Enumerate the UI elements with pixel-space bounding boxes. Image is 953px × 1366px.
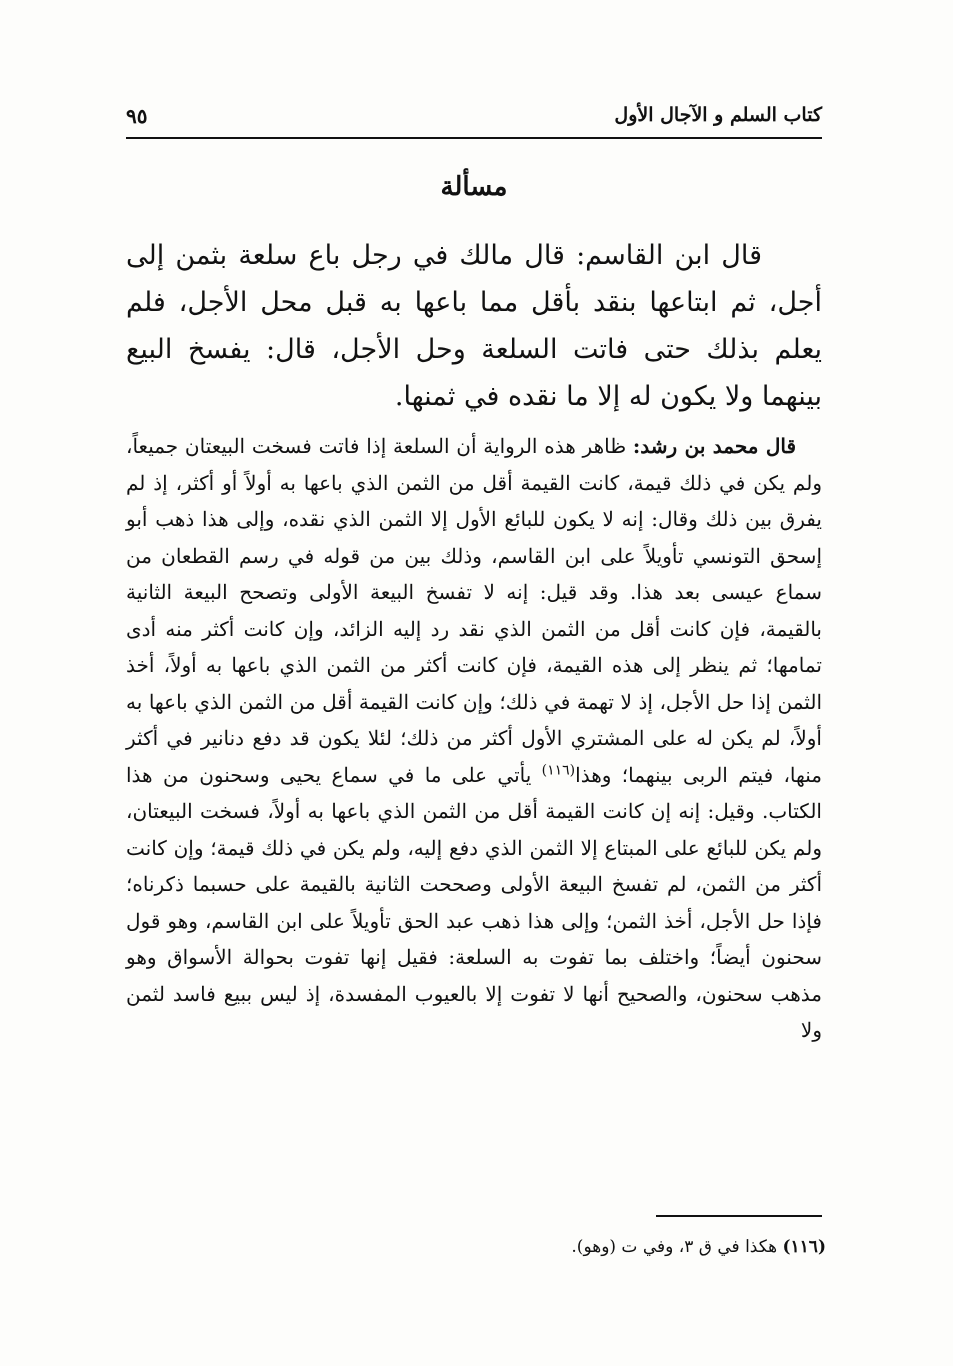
commentary-body-part2: يأتي على ما في سماع يحيى وسحنون من هذا الكتاب. وقيل: إنه إن كانت القيمة أقل من الثمن الذي باعها به أولاً، فسخت البيعتان، ولم يكن للبائع على المبتاع إلا الثمن الذي دفع إليه، ولم يكن في ذلك قيمة؛ وإن كانت أكثر من الثمن، لم تفسخ البيعة الأولى وصححت الثانية بالقيمة على حسبما ذكرناه؛ فإذا حل الأجل، أخذ الثمن؛ وإلى هذا ذهب عبد الحق تأويلاً على ابن القاسم، وهو قول سحنون أيضاً؛ واختلف بما تفوت به السلعة: فقيل إنها تفوت بحوالة الأسواق وهو مذهب سحنون، والصحيح أنها لا تفوت إلا بالعيوب المفسدة، إذ ليس ببيع فاسد لثمن ولا xyxy=(126,762,822,1042)
header-rule xyxy=(126,137,822,139)
section-title: مسألة xyxy=(440,172,508,202)
commentary-body-part1: ظاهر هذه الرواية أن السلعة إذا فاتت فسخت البيعتان جميعاً، ولم يكن في ذلك قيمة، كانت القيمة أقل من الثمن الذي باعها به أولاً أو أكثر، إذ لم يفرق بين ذلك وقال: إنه لا يكون للبائع الأول إلا الثمن الذي نقده، وإلى هذا ذهب أبو إسحق التونسي تأويلاً على ابن القاسم، وذلك بين من قوله في رسم القطعان من سماع عيسى بعد هذا. وقد قيل: إنه لا تفسخ البيعة الأولى وتصحح البيعة الثانية بالقيمة، فإن كانت أقل من الثمن الذي نقد رد إليه الزائد، وإن كانت أكثر منه أدى تمامها؛ ثم ينظر إلى هذه القيمة، فإن كانت أكثر من الثمن الذي باعها به أولاً، أخذ الثمن إذا حل الأجل، إذ لا تهمة في ذلك؛ وإن كانت القيمة أقل من الثمن الذي باعها به أولاً، لم يكن له على المشتري الأول أكثر من ذلك؛ لئلا يكون قد دفع دنانير في أكثر منها، فيتم الربى بينهما؛ وهذا xyxy=(126,434,822,787)
running-title: كتاب السلم و الآجال الأول xyxy=(614,104,822,126)
commentary-text xyxy=(126,428,822,1049)
footnote xyxy=(126,1233,826,1261)
page-number: ٩٥ xyxy=(126,104,148,128)
footnote-rule xyxy=(656,1215,822,1217)
question-text: قال ابن القاسم: قال مالك في رجل باع سلعة بثمن إلى أجل، ثم ابتاعها بنقد بأقل مما باعها به قبل محل الأجل، فلم يعلم بذلك حتى فاتت السلعة وحل الأجل، قال: يفسخ البيع بينهما ولا يكون له إلا ما نقده في ثمنها. xyxy=(126,240,822,412)
footnote-text: هكذا في ق ٣، وفي ت (وهو). xyxy=(571,1237,778,1257)
footnote-number: (١١٦) xyxy=(782,1237,826,1257)
page-header xyxy=(126,100,822,136)
question-paragraph xyxy=(126,232,822,420)
commentary-speaker: قال محمد بن رشد: xyxy=(632,434,797,458)
commentary-paragraph xyxy=(126,428,822,1049)
footnote-reference: (١١٦) xyxy=(541,761,576,778)
